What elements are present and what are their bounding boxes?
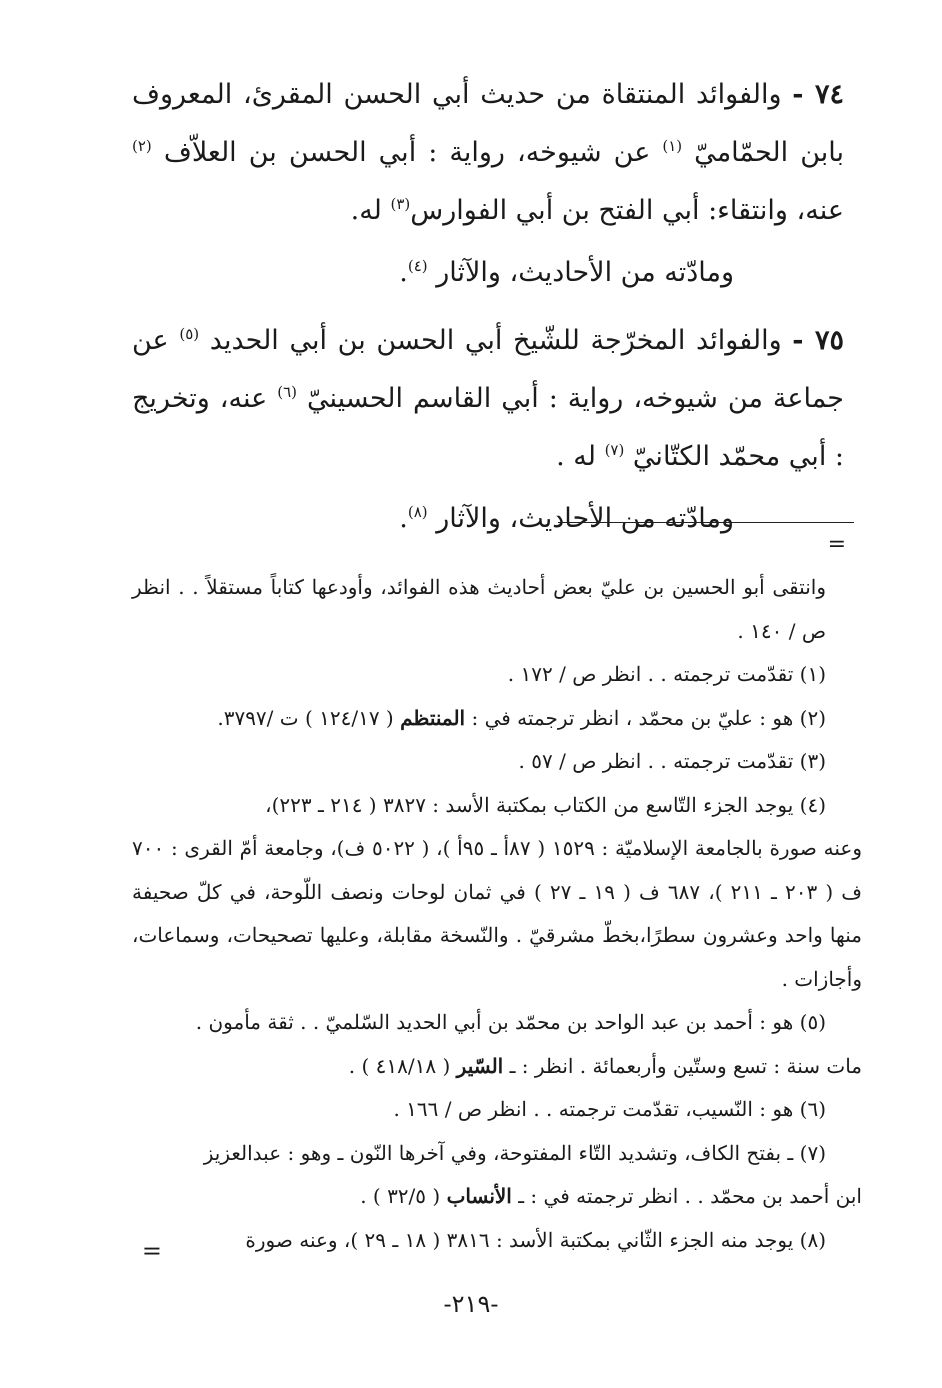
entry-text: له . xyxy=(556,441,605,472)
entry-text: عنه، وانتقاء: أبي الفتح بن أبي الفوارس xyxy=(410,195,844,226)
content-end: . xyxy=(399,503,408,534)
footnote-2 xyxy=(132,697,862,741)
footnote-separator xyxy=(558,522,854,523)
footnote-7-line1: (٧) ـ بفتح الكاف، وتشديد التّاء المفتوحة، وفي آخرها النّون ـ وهو : عبدالعزيز xyxy=(203,1140,826,1165)
footnote-text: (٢) هو : عليّ بن محمّد ، انظر ترجمته في : xyxy=(465,705,826,730)
footnote-ref: (٢) xyxy=(132,137,152,155)
footnote-6: (٦) هو : النّسيب، تقدّمت ترجمته . . انظر ص / ١٦٦ . xyxy=(393,1097,826,1121)
footnotes xyxy=(132,566,862,1262)
page-number: -٢١٩- xyxy=(443,1290,499,1318)
footnote-text: مات سنة : تسع وستّين وأربعمائة . انظر : ـ xyxy=(503,1053,862,1078)
footnote-ref: (٨) xyxy=(407,503,428,521)
footnote-5-line1: (٥) هو : أحمد بن عبد الواحد بن محمّد بن أبي الحديد السّلميّ . . ثقة مأمون . xyxy=(195,1010,826,1034)
entry-number: ٧٤ - xyxy=(792,79,844,110)
footnote-3: (٣) تقدّمت ترجمته . . انظر ص / ٥٧ . xyxy=(518,749,826,773)
entry-text: والفوائد المخرّجة للشّيخ أبي الحسن بن أبي الحديد xyxy=(199,325,793,356)
footnote-7-line2 xyxy=(132,1175,862,1219)
content-text: ومادّته من الأحاديث، والآثار xyxy=(427,503,734,534)
content-text: ومادّته من الأحاديث، والآثار xyxy=(427,257,734,288)
main-text xyxy=(132,66,844,558)
footnote-text: ( ٣٢/٥ ) . xyxy=(360,1184,447,1208)
footnote-4-line1: (٤) يوجد الجزء التّاسع من الكتاب بمكتبة الأسد : ٣٨٢٧ ( ٢١٤ ـ ٢٢٣)، xyxy=(265,792,826,817)
content-end: . xyxy=(399,257,408,288)
entry-text: له. xyxy=(350,195,391,226)
book-title: السّير xyxy=(456,1053,504,1078)
footnote-continuation: وانتقى أبو الحسين بن عليّ بعض أحاديث هذه الفوائد، وأودعها كتاباً مستقلاً . . انظر ص / ١٤٠ . xyxy=(132,575,826,643)
book-title: المنتظم xyxy=(400,705,466,730)
footnote-text: ( ١٢٤/١٧ ) ت /٣٧٩٧. xyxy=(217,705,401,730)
entry-number: ٧٥ - xyxy=(792,325,845,356)
entry-text: عن جماعة من شيوخه، رواية : أبي القاسم الحسينيّ xyxy=(132,325,844,414)
entry-74 xyxy=(132,66,844,240)
entry-74-content xyxy=(132,244,844,302)
footnote-text: ابن أحمد بن محمّد . . انظر ترجمته في : ـ xyxy=(511,1184,862,1208)
entry-text: عن شيوخه، رواية : أبي الحسن بن العلاّف xyxy=(151,137,663,168)
footnote-8: (٨) يوجد منه الجزء الثّاني بمكتبة الأسد : ٣٨١٦ ( ١٨ ـ ٢٩ )، وعنه صورة xyxy=(245,1227,826,1252)
entry-75-content xyxy=(132,490,844,548)
entry-text: والفوائد المنتقاة من حديث أبي الحسن المقرئ، المعروف بابن الحمّاميّ xyxy=(132,79,844,168)
entry-75 xyxy=(132,312,844,486)
footnote-5-line2 xyxy=(132,1045,862,1089)
footnote-ref: (٣) xyxy=(390,195,411,213)
continues-mark: = xyxy=(141,1237,162,1265)
footnote-ref: (٥) xyxy=(179,325,200,343)
entry-text: عنه، وتخريج : أبي محمّد الكتّانيّ xyxy=(132,383,844,472)
continuation-mark: = xyxy=(827,532,846,557)
footnote-1: (١) تقدّمت ترجمته . . انظر ص / ١٧٢ . xyxy=(507,662,826,686)
footnote-ref: (٤) xyxy=(407,257,428,275)
footnote-text: ( ٤١٨/١٨ ) . xyxy=(348,1053,457,1078)
footnote-ref: (٦) xyxy=(277,383,298,401)
footnote-ref: (٧) xyxy=(604,441,625,459)
footnote-4-body: وعنه صورة بالجامعة الإسلاميّة : ١٥٢٩ ( ٨٧أ ـ ٩٥أ )، ( ٥٠٢٢ ف)، وجامعة أمّ القرى : ٧٠٠ ف ( ٢٠٣ ـ ٢١١ )، ٦٨٧ ف ( ١٩ ـ ٢٧ ) في ثمان لوحات ونصف اللّوحة، في كلّ صحيفة منها واحد وعشرون سطرًا،بخطّ مشرقيّ . والنّسخة مقابلة، وعليها تصحيحات، وسماعات، وأجازات . xyxy=(132,836,863,991)
book-title: الأنساب xyxy=(446,1184,512,1208)
footnote-ref: (١) xyxy=(662,137,683,155)
